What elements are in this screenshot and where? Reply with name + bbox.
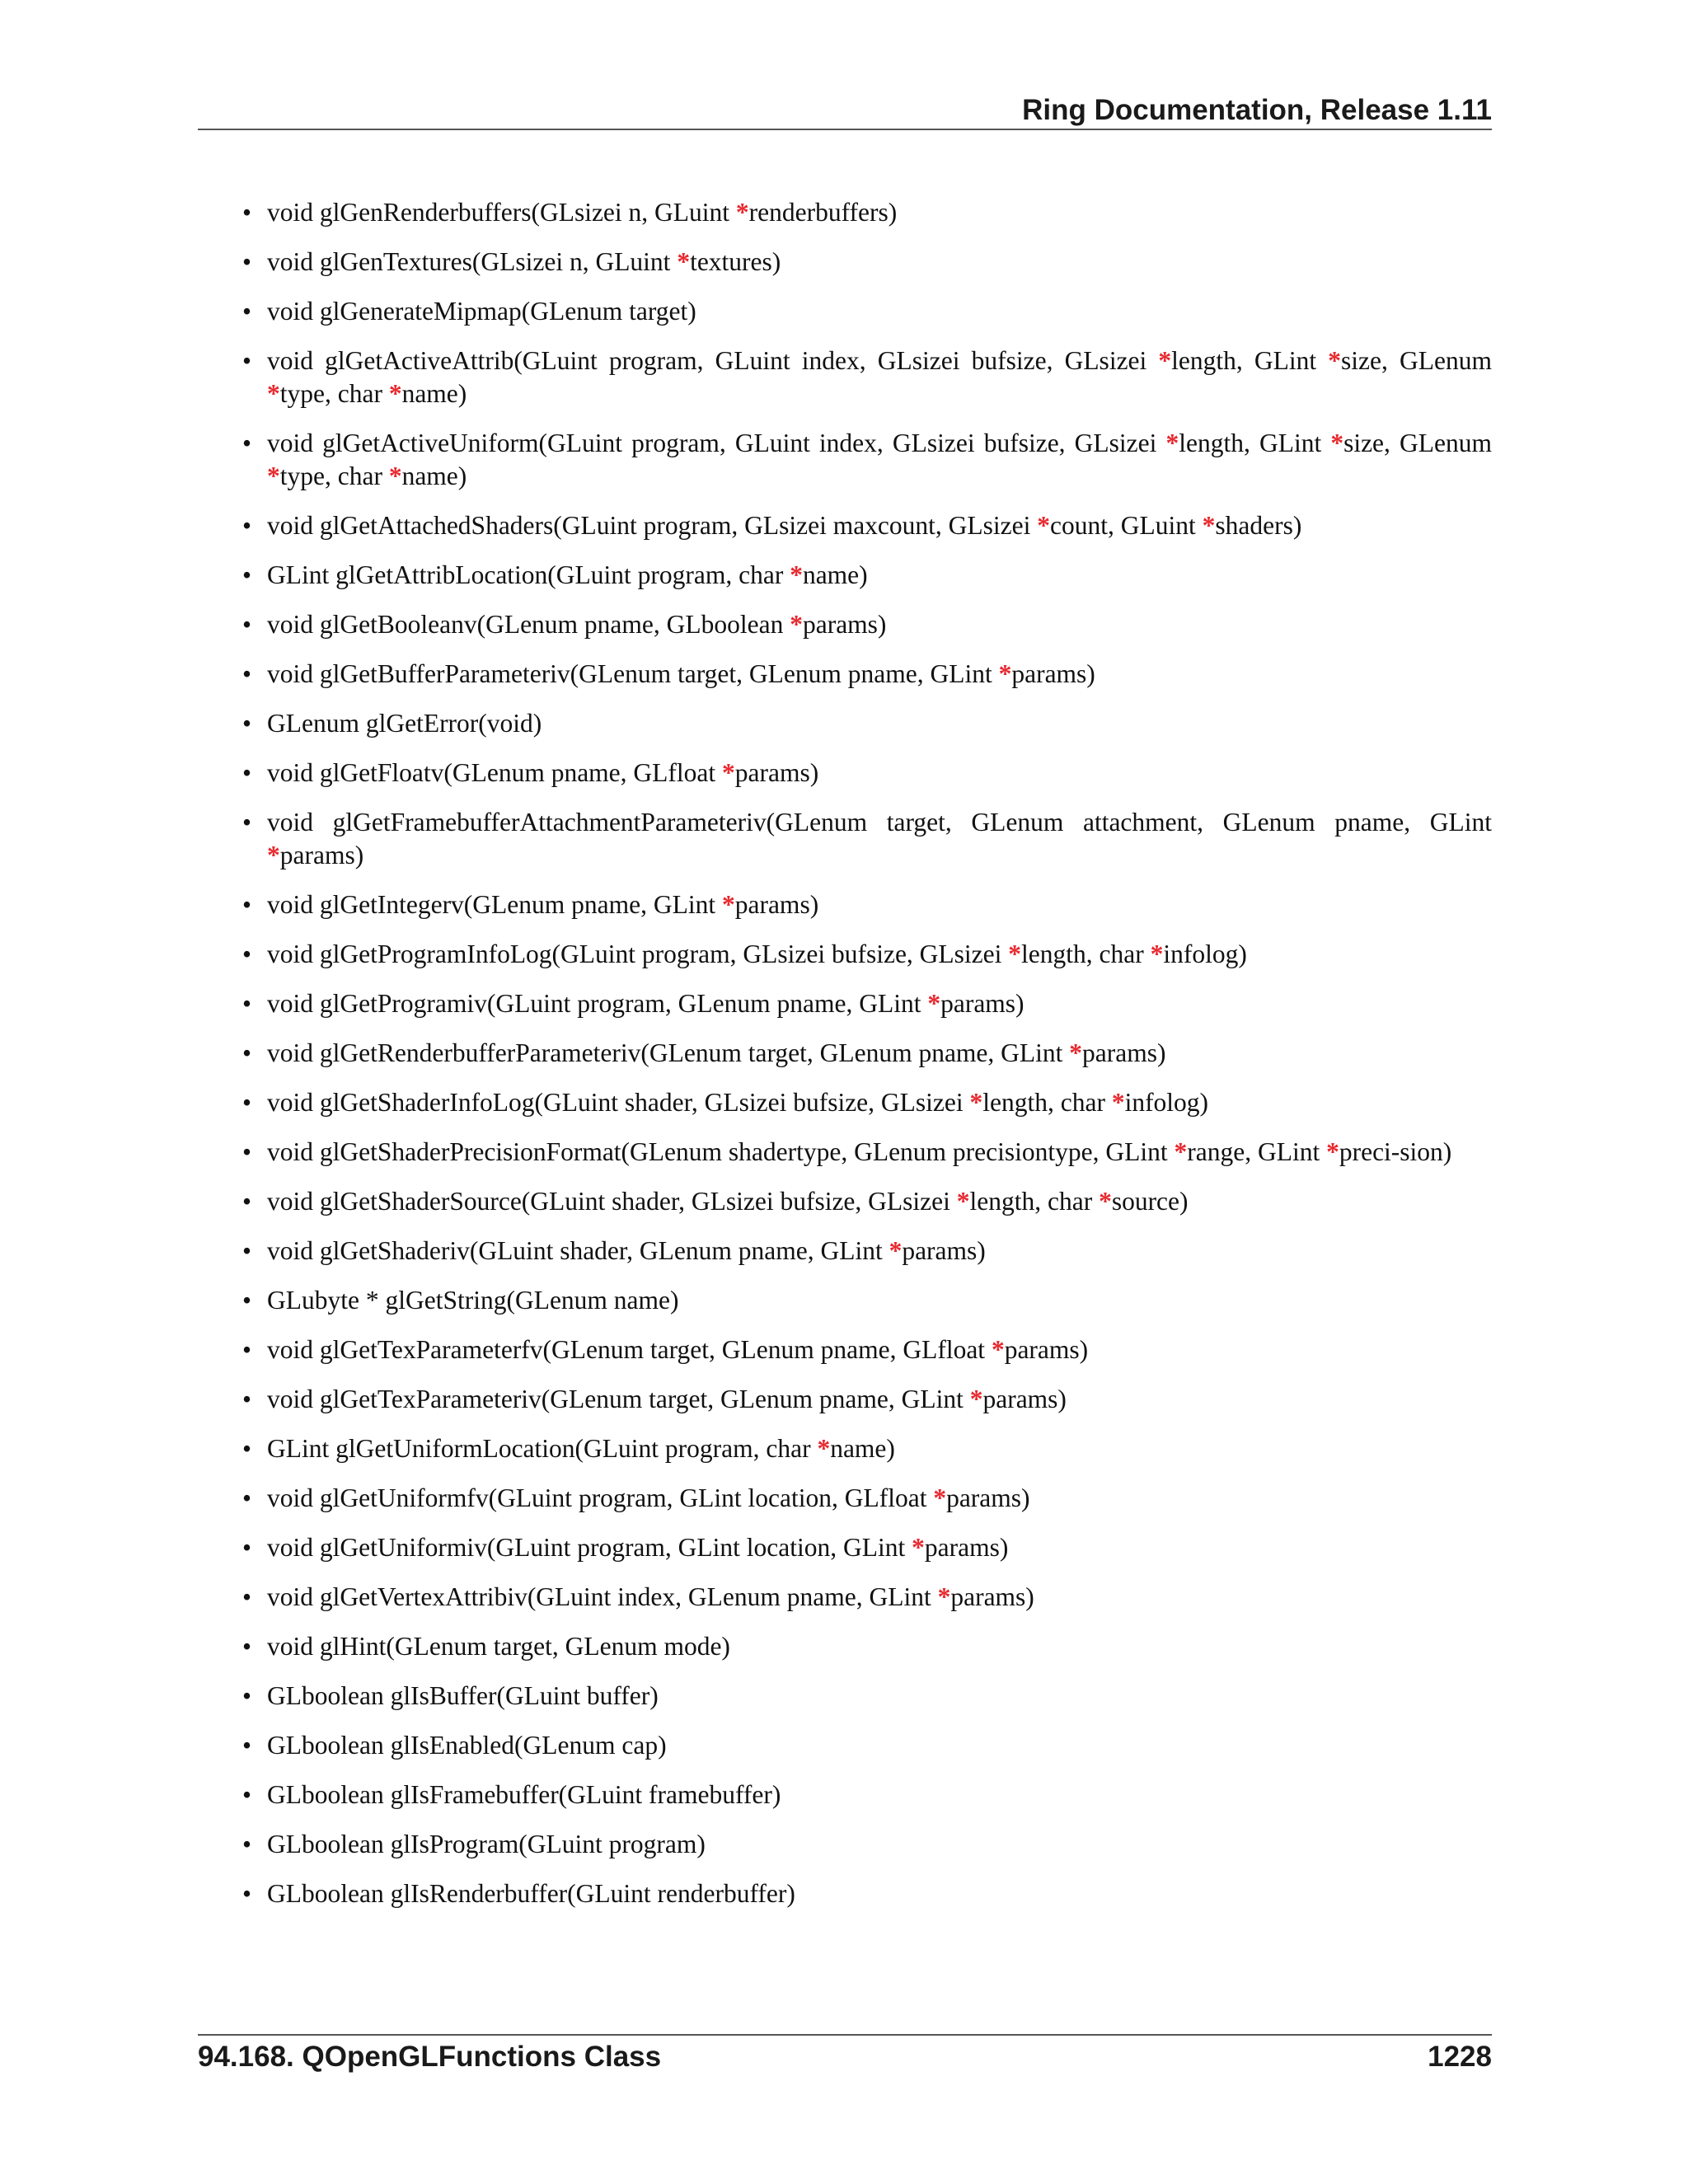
function-text: textures) — [690, 247, 781, 276]
bullet-icon: • — [242, 1088, 252, 1117]
function-text: params) — [946, 1483, 1030, 1512]
bullet-icon: • — [242, 560, 252, 589]
function-text: void glGenRenderbuffers(GLsizei n, GLuint — [267, 198, 736, 227]
function-text: source) — [1111, 1187, 1189, 1216]
page-header — [198, 91, 1492, 130]
list-item — [198, 806, 1492, 872]
bullet-icon: • — [242, 709, 252, 738]
function-text: length, char — [1021, 940, 1151, 968]
function-text: void glGetTexParameterfv(GLenum target, GLenum pname, GLfloat — [267, 1335, 992, 1364]
list-item — [198, 1779, 1492, 1811]
function-text: void glGetShaderPrecisionFormat(GLenum shadertype, GLenum precisiontype, GLint — [267, 1137, 1175, 1166]
list-item — [198, 888, 1492, 921]
function-text: void glGenerateMipmap(GLenum target) — [267, 297, 696, 326]
function-text: void glGetUniformfv(GLuint program, GLint location, GLfloat — [267, 1483, 934, 1512]
function-text: params) — [734, 758, 819, 787]
pointer-marker: * — [889, 1236, 903, 1265]
function-text: void glGetProgramInfoLog(GLuint program, GLsizei bufsize, GLsizei — [267, 940, 1009, 968]
pointer-marker: * — [388, 462, 402, 490]
list-item — [198, 1136, 1492, 1169]
function-text: size, GLenum — [1343, 429, 1492, 457]
bullet-icon: • — [242, 297, 252, 326]
function-text: params) — [1011, 659, 1095, 688]
function-text: void glGetAttachedShaders(GLuint program, GLsizei maxcount, GLsizei — [267, 511, 1038, 540]
function-text: shaders) — [1215, 511, 1302, 540]
pointer-marker: * — [817, 1434, 831, 1463]
bullet-icon: • — [242, 429, 252, 457]
function-text: length, char — [969, 1187, 1100, 1216]
list-item — [198, 1185, 1492, 1218]
function-text: void glGetShaderInfoLog(GLuint shader, GLsizei bufsize, GLsizei — [267, 1088, 970, 1117]
list-item — [198, 658, 1492, 691]
function-text: type, char — [279, 462, 389, 490]
pointer-marker: * — [1111, 1088, 1125, 1117]
list-item — [198, 246, 1492, 279]
list-item — [198, 1383, 1492, 1416]
bullet-icon: • — [242, 1385, 252, 1413]
bullet-icon: • — [242, 1533, 252, 1562]
pointer-marker: * — [998, 659, 1012, 688]
pointer-marker: * — [1008, 940, 1022, 968]
pointer-marker: * — [721, 890, 735, 919]
list-item — [198, 707, 1492, 740]
list-item — [198, 1284, 1492, 1317]
function-text: length, GLint — [1179, 429, 1331, 457]
list-item — [198, 344, 1492, 410]
list-item — [198, 1581, 1492, 1614]
list-item — [198, 427, 1492, 493]
function-text: params) — [734, 890, 819, 919]
bullet-icon: • — [242, 346, 252, 375]
bullet-icon: • — [242, 1038, 252, 1067]
function-text: params) — [982, 1385, 1067, 1413]
list-item — [198, 1729, 1492, 1762]
function-text: params) — [1004, 1335, 1089, 1364]
bullet-icon: • — [242, 1632, 252, 1661]
bullet-icon: • — [242, 890, 252, 919]
function-text: void glGetBufferParameteriv(GLenum target, GLenum pname, GLint — [267, 659, 999, 688]
bullet-icon: • — [242, 808, 252, 837]
function-text: count, GLuint — [1050, 511, 1203, 540]
bullet-icon: • — [242, 247, 252, 276]
list-item — [198, 295, 1492, 328]
pointer-marker: * — [790, 610, 803, 639]
function-text: params) — [902, 1236, 986, 1265]
function-text: infolog) — [1124, 1088, 1209, 1117]
bullet-icon: • — [242, 1879, 252, 1908]
function-text: name) — [802, 560, 868, 589]
function-text: name) — [830, 1434, 895, 1463]
pointer-marker: * — [1165, 429, 1179, 457]
bullet-icon: • — [242, 1830, 252, 1858]
bullet-icon: • — [242, 1236, 252, 1265]
function-text: void glGetUniformiv(GLuint program, GLint location, GLint — [267, 1533, 912, 1562]
function-text: void glGetProgramiv(GLuint program, GLenum pname, GLint — [267, 989, 928, 1018]
pointer-marker: * — [927, 989, 941, 1018]
function-text: void glHint(GLenum target, GLenum mode) — [267, 1632, 730, 1661]
list-item — [198, 196, 1492, 229]
bullet-icon: • — [242, 198, 252, 227]
function-text: params) — [924, 1533, 1009, 1562]
function-text: void glGetBooleanv(GLenum pname, GLboolean — [267, 610, 790, 639]
function-list — [198, 196, 1492, 1927]
function-text: size, GLenum — [1341, 346, 1492, 375]
bullet-icon: • — [242, 1780, 252, 1809]
bullet-icon: • — [242, 940, 252, 968]
list-item — [198, 1037, 1492, 1070]
pointer-marker: * — [1069, 1038, 1083, 1067]
function-text: GLubyte * glGetString(GLenum name) — [267, 1286, 679, 1315]
function-text: GLboolean glIsProgram(GLuint program) — [267, 1830, 706, 1858]
list-item — [198, 987, 1492, 1020]
page-number: 1228 — [1428, 2041, 1492, 2073]
list-item — [198, 1828, 1492, 1861]
pointer-marker: * — [991, 1335, 1005, 1364]
function-text: GLint glGetAttribLocation(GLuint program, char — [267, 560, 790, 589]
pointer-marker: * — [1326, 1137, 1339, 1166]
function-text: void glGetActiveUniform(GLuint program, GLuint index, GLsizei bufsize, GLsizei — [267, 429, 1166, 457]
pointer-marker: * — [735, 198, 749, 227]
function-text: void glGetShaderiv(GLuint shader, GLenum pname, GLint — [267, 1236, 889, 1265]
function-text: GLboolean glIsFramebuffer(GLuint framebuffer) — [267, 1780, 781, 1809]
function-text: renderbuffers) — [748, 198, 898, 227]
function-text: void glGetRenderbufferParameteriv(GLenum target, GLenum pname, GLint — [267, 1038, 1070, 1067]
bullet-icon: • — [242, 1582, 252, 1611]
list-item — [198, 1432, 1492, 1465]
pointer-marker: * — [790, 560, 803, 589]
list-item — [198, 938, 1492, 971]
function-text: GLboolean glIsEnabled(GLenum cap) — [267, 1731, 667, 1760]
function-text: void glGetShaderSource(GLuint shader, GLsizei bufsize, GLsizei — [267, 1187, 957, 1216]
document-title: Ring Documentation, Release 1.11 — [1022, 94, 1492, 126]
function-text: params) — [1082, 1038, 1166, 1067]
pointer-marker: * — [267, 462, 280, 490]
pointer-marker: * — [969, 1385, 983, 1413]
pointer-marker: * — [1174, 1137, 1188, 1166]
pointer-marker: * — [1328, 346, 1342, 375]
pointer-marker: * — [969, 1088, 983, 1117]
function-text: void glGenTextures(GLsizei n, GLuint — [267, 247, 678, 276]
function-text: params) — [940, 989, 1025, 1018]
pointer-marker: * — [1037, 511, 1050, 540]
pointer-marker: * — [1330, 429, 1344, 457]
pointer-marker: * — [267, 841, 280, 869]
function-text: length, char — [982, 1088, 1112, 1117]
function-text: params) — [950, 1582, 1034, 1611]
page-footer — [198, 2034, 1492, 2073]
function-text: type, char — [279, 379, 389, 408]
function-text: infolog) — [1163, 940, 1247, 968]
bullet-icon: • — [242, 610, 252, 639]
function-text: name) — [401, 379, 467, 408]
list-item — [198, 1630, 1492, 1663]
list-item — [198, 1531, 1492, 1564]
function-text: name) — [401, 462, 467, 490]
list-item — [198, 1482, 1492, 1515]
pointer-marker: * — [1158, 346, 1172, 375]
list-item — [198, 1086, 1492, 1119]
pointer-marker: * — [1202, 511, 1216, 540]
function-text: void glGetFramebufferAttachmentParameteriv(GLenum target, GLenum attachment, GLenum pname, GLint — [267, 808, 1492, 837]
function-text: range, GLint — [1187, 1137, 1327, 1166]
function-text: void glGetTexParameteriv(GLenum target, GLenum pname, GLint — [267, 1385, 970, 1413]
pointer-marker: * — [956, 1187, 970, 1216]
function-text: params) — [279, 841, 364, 869]
bullet-icon: • — [242, 1286, 252, 1315]
list-item — [198, 608, 1492, 641]
pointer-marker: * — [722, 758, 735, 787]
bullet-icon: • — [242, 758, 252, 787]
list-item — [198, 1235, 1492, 1268]
bullet-icon: • — [242, 1434, 252, 1463]
list-item — [198, 757, 1492, 790]
bullet-icon: • — [242, 659, 252, 688]
bullet-icon: • — [242, 511, 252, 540]
bullet-icon: • — [242, 1681, 252, 1710]
function-text: void glGetVertexAttribiv(GLuint index, GLenum pname, GLint — [267, 1582, 938, 1611]
function-text: length, GLint — [1171, 346, 1329, 375]
function-text: void glGetFloatv(GLenum pname, GLfloat — [267, 758, 723, 787]
pointer-marker: * — [912, 1533, 925, 1562]
list-item — [198, 1680, 1492, 1713]
function-text: GLenum glGetError(void) — [267, 709, 542, 738]
function-text: GLboolean glIsRenderbuffer(GLuint renderbuffer) — [267, 1879, 795, 1908]
list-item — [198, 1333, 1492, 1366]
list-item — [198, 1877, 1492, 1910]
section-title: 94.168. QOpenGLFunctions Class — [198, 2041, 662, 2073]
bullet-icon: • — [242, 1731, 252, 1760]
function-text: preci-sion) — [1339, 1137, 1452, 1166]
pointer-marker: * — [1150, 940, 1164, 968]
pointer-marker: * — [1099, 1187, 1112, 1216]
function-text: GLboolean glIsBuffer(GLuint buffer) — [267, 1681, 659, 1710]
bullet-icon: • — [242, 989, 252, 1018]
pointer-marker: * — [937, 1582, 951, 1611]
function-text: params) — [802, 610, 887, 639]
pointer-marker: * — [933, 1483, 947, 1512]
pointer-marker: * — [388, 379, 402, 408]
list-item — [198, 509, 1492, 542]
list-item — [198, 559, 1492, 592]
pointer-marker: * — [677, 247, 691, 276]
bullet-icon: • — [242, 1483, 252, 1512]
pointer-marker: * — [267, 379, 280, 408]
bullet-icon: • — [242, 1137, 252, 1166]
bullet-icon: • — [242, 1187, 252, 1216]
function-text: GLint glGetUniformLocation(GLuint program, char — [267, 1434, 818, 1463]
function-text: void glGetActiveAttrib(GLuint program, GLuint index, GLsizei bufsize, GLsizei — [267, 346, 1159, 375]
function-text: void glGetIntegerv(GLenum pname, GLint — [267, 890, 722, 919]
bullet-icon: • — [242, 1335, 252, 1364]
